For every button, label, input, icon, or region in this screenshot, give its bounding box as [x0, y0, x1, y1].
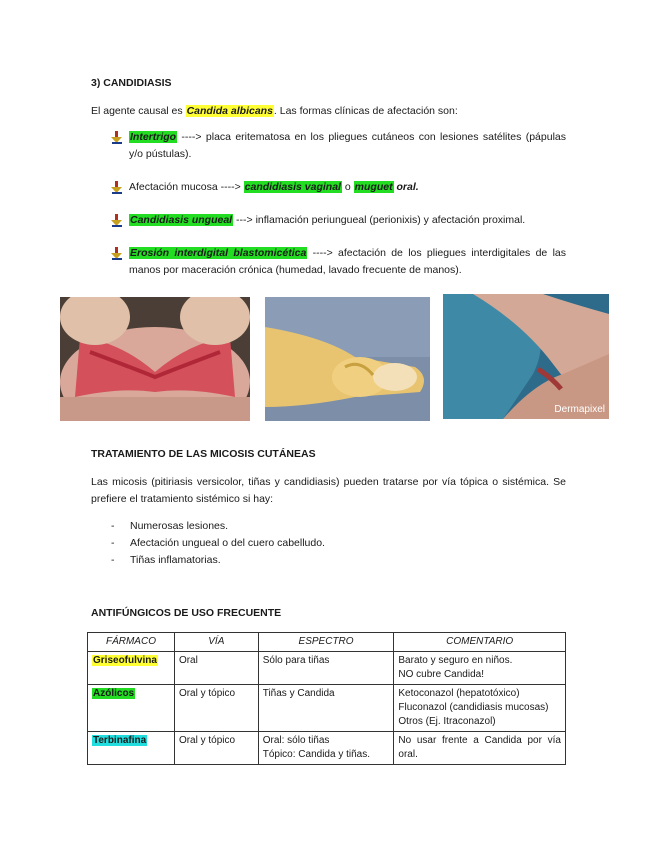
comment-line: Otros (Ej. Itraconazol): [398, 716, 496, 727]
cell-drug: [88, 685, 175, 732]
bullet-erosion-interdigital: [111, 245, 566, 279]
header-comentario: COMENTARIO: [394, 633, 566, 652]
list-item: [111, 518, 228, 535]
drug-griseofulvina: Griseofulvina: [93, 655, 157, 666]
cell-comment: [394, 732, 566, 765]
intro-paragraph: [91, 103, 458, 120]
list-dash: -: [111, 554, 115, 566]
intertrigo-image: [60, 297, 250, 421]
cell-spectrum: [258, 732, 394, 765]
treatment-title: TRATAMIENTO DE LAS MICOSIS CUTÁNEAS: [91, 448, 316, 460]
spectrum-line: Sólo para tiñas: [262, 655, 330, 666]
cell-spectrum: [258, 685, 394, 732]
section-number: 3: [91, 77, 97, 89]
cell-drug: [88, 652, 175, 685]
comment-line: No usar frente a Candida por vía oral.: [398, 735, 561, 760]
treatment-paragraph: Las micosis (pitiriasis versicolor, tiñas y candidiasis) pueden tratarse por vía tópica o sistémica. Se prefiere el tratamiento sistémico si hay:: [91, 476, 566, 505]
list-item-text: Numerosas lesiones.: [130, 520, 229, 532]
nail-image: [265, 297, 430, 421]
bullet-text: ----> afectación de los pliegues interdigitales de las manos por maceración crónica (humedad, lavado frecuente de manos).: [129, 247, 566, 276]
antifungal-title: ANTIFÚNGICOS DE USO FRECUENTE: [91, 607, 282, 619]
section-title-candidiasis: [91, 77, 172, 89]
list-item: [111, 552, 221, 569]
header-espectro: ESPECTRO: [258, 633, 394, 652]
comment-line: NO cubre Candida!: [398, 669, 484, 680]
header-farmaco: FÁRMACO: [88, 633, 175, 652]
list-item: [111, 535, 325, 552]
table-row: [88, 685, 566, 732]
cell-via: Oral y tópico: [174, 732, 258, 765]
bullet-afectacion-mucosa: [111, 179, 566, 196]
comment-line: Ketoconazol (hepatotóxico): [398, 688, 520, 699]
bullet-candidiasis-ungueal: [111, 212, 566, 229]
bullet-text: ---> inflamación periungueal (perionixis) y afectación proximal.: [233, 214, 526, 226]
header-via: VÍA: [174, 633, 258, 652]
bullet-pre: Afectación mucosa ---->: [129, 181, 244, 193]
spectrum-line: Tópico: Candida y tiñas.: [262, 749, 370, 760]
bullet-intertrigo: [111, 129, 566, 163]
photo-erosion-interdigital: [443, 294, 609, 419]
table-header-row: [88, 633, 566, 652]
highlight-candida-albicans: Candida albicans: [186, 105, 273, 117]
section-title-text: ) CANDIDIASIS: [96, 77, 172, 89]
cell-via: Oral y tópico: [174, 685, 258, 732]
spectrum-line: Oral: sólo tiñas: [262, 735, 330, 746]
photo-candidiasis-ungueal: [265, 297, 430, 421]
drug-azolicos: Azólicos: [93, 688, 135, 699]
table-row: [88, 732, 566, 765]
comment-line: Barato y seguro en niños.: [398, 655, 513, 666]
term-candidiasis-vaginal: candidiasis vaginal: [244, 181, 341, 193]
table-row: [88, 652, 566, 685]
cell-comment: [394, 652, 566, 685]
arrow-down-icon: [111, 181, 123, 194]
list-dash: -: [111, 537, 115, 549]
hand-image: [443, 294, 609, 419]
arrow-down-icon: [111, 247, 123, 260]
bullet-mid: o: [341, 181, 354, 193]
bullet-text: ----> placa eritematosa en los pliegues cutáneos con lesiones satélites (pápulas y/o pústulas).: [129, 131, 566, 160]
comment-line: Fluconazol (candidiasis mucosas): [398, 702, 549, 713]
drug-terbinafina: Terbinafina: [93, 735, 147, 746]
photo-intertrigo: [60, 297, 250, 421]
term-candidiasis-ungueal: Candidiasis ungueal: [130, 214, 233, 226]
term-intertrigo: Intertrigo: [130, 131, 177, 143]
cell-via: Oral: [174, 652, 258, 685]
list-item-text: Afectación ungueal o del cuero cabelludo.: [130, 537, 325, 549]
intro-post: . Las formas clínicas de afectación son:: [273, 105, 458, 117]
arrow-down-icon: [111, 131, 123, 144]
intro-pre: El agente causal es: [91, 105, 186, 117]
list-dash: -: [111, 520, 115, 532]
antifungal-table: [87, 632, 566, 765]
cell-comment: [394, 685, 566, 732]
bullet-post: oral.: [393, 181, 419, 193]
list-item-text: Tiñas inflamatorias.: [130, 554, 221, 566]
term-muguet: muguet: [354, 181, 393, 193]
arrow-down-icon: [111, 214, 123, 227]
spectrum-line: Tiñas y Candida: [262, 688, 335, 699]
term-erosion-interdigital: Erosión interdigital blastomicética: [130, 247, 307, 259]
cell-drug: [88, 732, 175, 765]
cell-spectrum: [258, 652, 394, 685]
photo-watermark: Dermapixel: [554, 404, 605, 415]
